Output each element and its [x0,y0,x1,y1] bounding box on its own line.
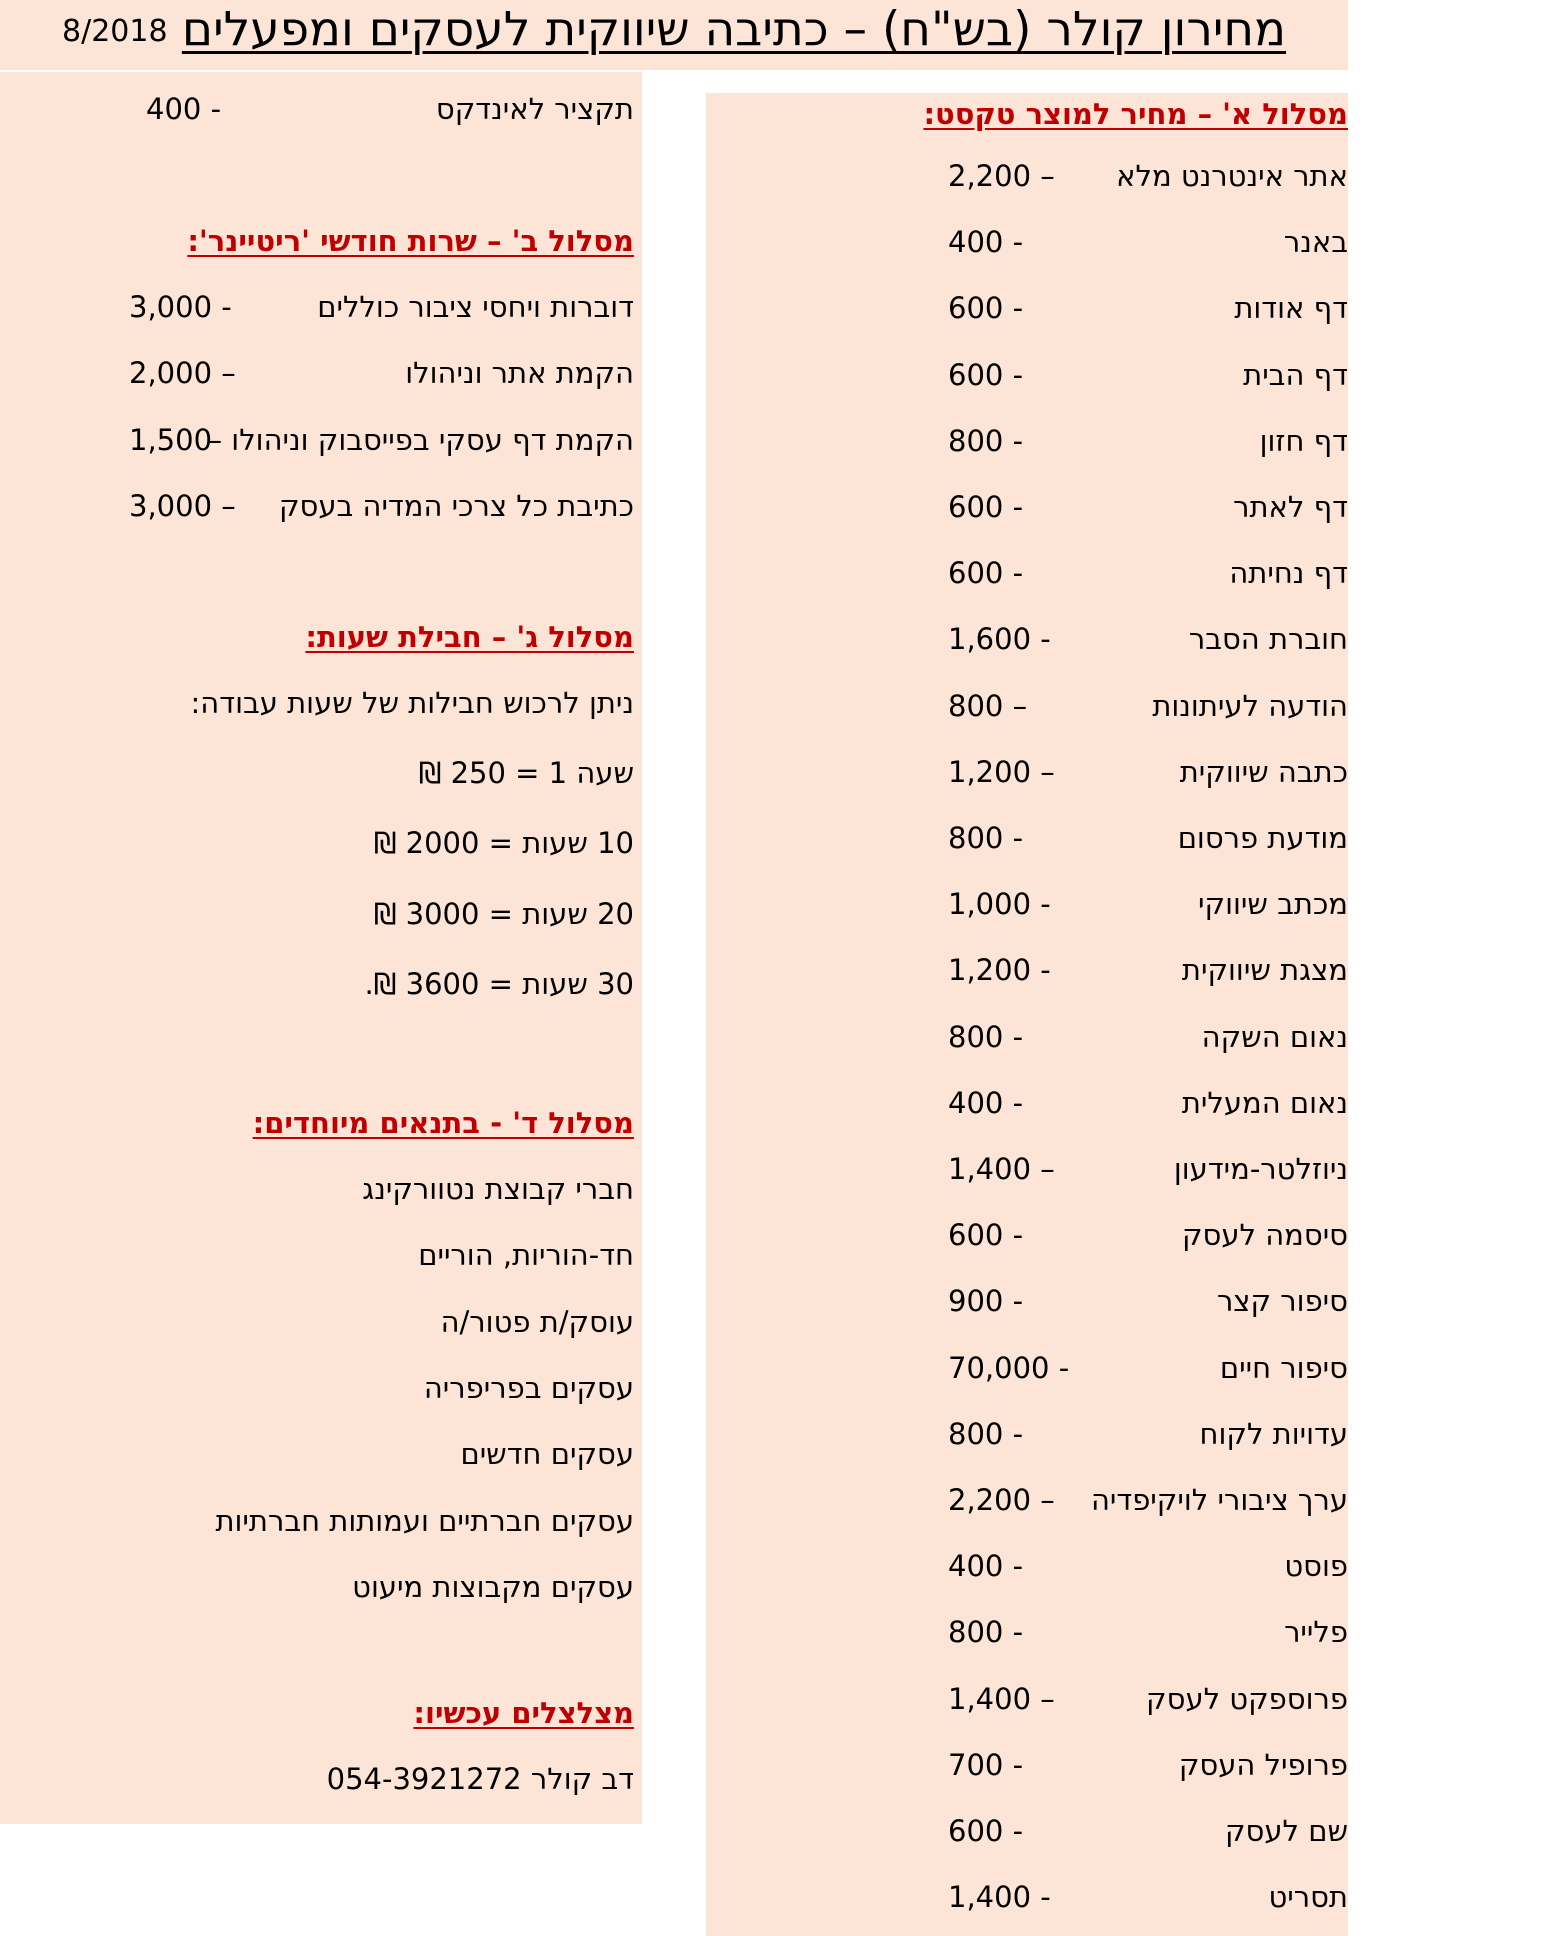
header-bar [0,0,1348,70]
item-price: 600 - [948,490,1024,524]
price-row [948,556,1348,596]
item-label: דף לאתר [1233,490,1348,524]
price-row [948,1086,1348,1126]
price-row [948,1748,1348,1788]
price-row [948,1152,1348,1192]
special-condition: עסקים בפריפריה [423,1370,634,1405]
item-price: 2,200 – [948,159,1055,193]
item-price: 2,000 – [129,356,236,391]
item-label: דף נחיתה [1229,556,1348,591]
item-price: 400 - [948,225,1024,260]
track-d-title: מסלול ד' - בתנאים מיוחדים: [252,1106,634,1140]
item-price: 600 - [948,556,1024,591]
item-label: שם לעסק [1224,1814,1348,1848]
item-price: 1,200 - [948,953,1051,988]
item-label: עדויות לקוח [1199,1416,1348,1451]
special-condition: חד-הוריות, הוריים [418,1238,634,1273]
track-a-panel [706,93,1348,1936]
price-row [948,358,1348,398]
price-row [948,490,1348,530]
item-price: 900 - [948,1284,1024,1319]
item-price: 800 - [948,1615,1024,1650]
page-title: מחירון קולר (בש"ח) – כתיבה שיווקית לעסקים ומפעלים [181,2,1286,57]
item-price: 800 - [948,423,1024,458]
hours-package: שעה 1 = 250 ₪ [418,756,634,790]
item-price: 2,200 – [948,1483,1055,1517]
price-row [948,755,1348,795]
item-label: חוברת הסבר [1188,622,1348,657]
item-label: כתבה שיווקית [1179,754,1348,789]
item-price: 70,000 - [948,1350,1070,1385]
item-price: 3,000 - [129,290,232,324]
hours-package: 20 שעות = 3000 ₪ [373,896,634,931]
retainer-row [129,356,634,396]
item-label: מודעת פרסום [1177,821,1348,855]
price-row [948,1218,1348,1258]
item-price: 800 - [948,821,1024,855]
item-label: הקמת אתר וניהולו [405,356,634,391]
item-label: מכתב שיווקי [1198,887,1348,922]
item-price: 600 - [948,291,1024,326]
item-price: 1,400 – [948,1152,1055,1186]
track-b-title: מסלול ב' – שרות חודשי 'ריטיינר': [187,224,634,258]
price-row [948,1615,1348,1655]
item-label: הודעה לעיתונות [1152,688,1348,723]
price-row [948,622,1348,662]
price-row [948,887,1348,927]
item-price: 800 – [948,688,1028,723]
price-row [948,424,1348,464]
item-label: דוברות ויחסי ציבור כוללים [317,290,634,324]
contact-title: מצלצלים עכשיו: [413,1696,634,1730]
price-row [948,1351,1348,1391]
item-price: 800 - [948,1019,1024,1054]
item-label: כתיבת כל צרכי המדיה בעסק [278,488,634,523]
item-label: פרוספקט לעסק [1146,1681,1348,1716]
item-label: פרופיל העסק [1178,1747,1348,1782]
hours-package: 10 שעות = 2000 ₪ [373,826,634,861]
date-label: 8/2018 [62,14,168,49]
item-label: נאום המעלית [1181,1085,1348,1120]
item-label: באנר [1283,225,1348,260]
price-row [948,1549,1348,1589]
item-price: 1,000 - [948,887,1051,922]
item-label: פוסט [1284,1549,1348,1584]
price-row [948,1284,1348,1324]
item-label: הקמת דף עסקי בפייסבוק וניהולו – [207,422,634,457]
item-label: דף הבית [1243,357,1348,392]
retainer-row [129,423,634,463]
hours-package: 30 שעות = 3600 ₪. [364,966,634,1001]
contact-line: דב קולר 054-3921272 [326,1762,634,1796]
price-row [948,291,1348,331]
item-label: סיפור חיים [1219,1350,1348,1385]
item-label: דף חזון [1259,423,1348,458]
price-row [948,1880,1348,1920]
item-label: מצגת שיווקית [1181,953,1348,988]
item-price: 3,000 – [129,488,236,523]
item-price: 600 - [948,1218,1024,1253]
item-label: סיפור קצר [1216,1284,1348,1319]
left-panel [0,72,642,1824]
track-a-title: מסלול א' – מחיר למוצר טקסט: [923,97,1348,131]
item-price: 400 - [948,1085,1024,1120]
item-price: 600 - [948,1814,1024,1848]
item-label: ניוזלטר-מידעון [1173,1152,1348,1186]
item-label: תסריט [1268,1880,1348,1915]
item-label: תקציר לאינדקס [435,92,634,126]
price-row [948,159,1348,199]
item-price: 400 - [948,1549,1024,1584]
retainer-row [129,290,634,330]
index-summary-row [134,92,634,132]
retainer-row [129,489,634,529]
item-label: דף אודות [1234,291,1348,326]
special-condition: עסקים חדשים [460,1437,634,1472]
item-price: 400 - [146,92,222,126]
price-row [948,1483,1348,1523]
special-condition: עסקים מקבוצות מיעוט [352,1569,634,1604]
special-condition: עסקים חברתיים ועמותות חברתיות [215,1503,634,1538]
price-row [948,689,1348,729]
price-row [948,1417,1348,1457]
price-row [948,953,1348,993]
item-label: נאום השקה [1201,1019,1348,1054]
track-c-title: מסלול ג' – חבילת שעות: [305,620,634,654]
item-price: 1,400 – [948,1681,1055,1716]
item-price: 1,200 – [948,754,1055,789]
item-price: 1,400 - [948,1880,1051,1915]
price-row [948,1020,1348,1060]
track-c-intro: ניתן לרכוש חבילות של שעות עבודה: [190,686,634,720]
price-row [948,1814,1348,1854]
price-row [948,821,1348,861]
item-price: 1,600 - [948,622,1051,657]
item-label: פלייר [1284,1615,1348,1650]
price-row [948,1682,1348,1722]
special-condition: עוסק/ת פטור/ה [440,1304,634,1339]
special-condition: חברי קבוצת נטוורקינג [362,1172,634,1206]
item-label: סיסמה לעסק [1181,1218,1348,1253]
item-price: 700 - [948,1747,1024,1782]
item-label: ערך ציבורי לויקיפדיה [1090,1483,1348,1517]
item-price: 800 - [948,1416,1024,1451]
price-row [948,225,1348,265]
item-label: אתר אינטרנט מלא [1116,159,1348,193]
item-price: 1,500 [129,422,213,457]
item-price: 600 - [948,357,1024,392]
